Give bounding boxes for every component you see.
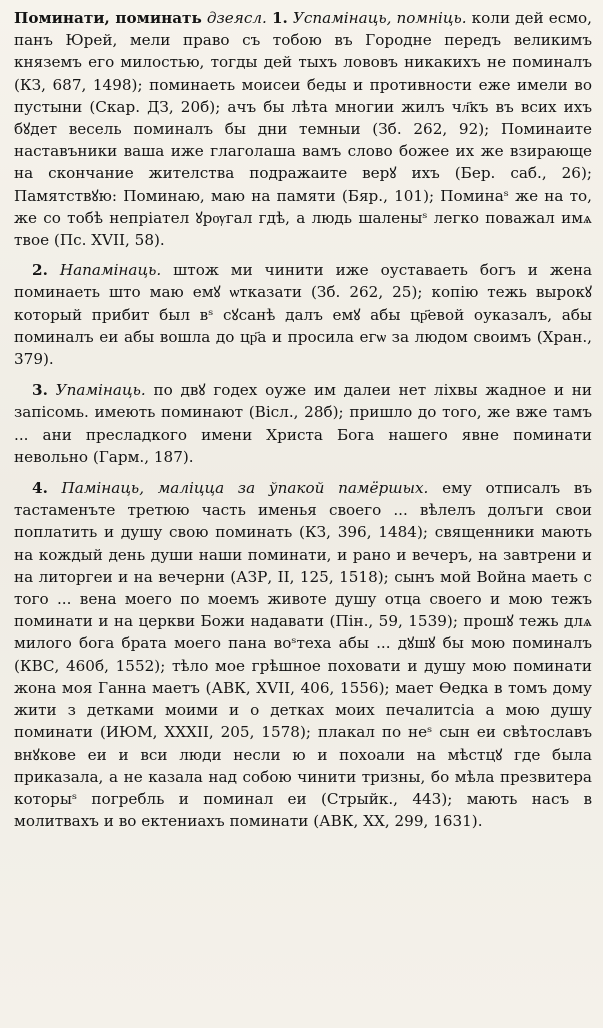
sense-4-number: 4.: [32, 479, 48, 498]
sense-4-text: ему отписалъ въ тастаменъте третюю часть именья своего ... вѣлелъ долъги свои поплатить и душу свою поминать (КЗ, 396, 1484); священники мають на кождый день души наши поминати, и рано и вечеръ, на завтрени и на литоргеи и на вечерни (АЗР, II, 125, 1518); сынъ мой Война маеть с того ... вена моего по моемъ животе душу отца своего и мою тежъ поминати и на церкви Божи надавати (Пін., 59, 1539); прошꙋ тежь длѧ милого бога брата моего пана воˢтеха абы ... дꙋшꙋ бы мою поминалъ (КВС, 460б, 1552); тѣло мое грѣшное поховати и душу мою поминати жона моя Ганна маетъ (АВК, XVII, 406, 1556); мает Ѳедка в томъ дому жити з детками моими и о детках моих печалитсіа а мою душу поминати (ИЮМ, XXXII, 205, 1578); плакал по неˢ сын еи свѣтославъ внꙋкове еи и вси люди несли ю и похоали на мѣстцꙋ где была приказала, а не казала над собою чинити тризны, бо мѣла презвитера которыˢ погребль и поминал еи (Стрыйк., 443); мають насъ в молитвахъ и во ектениахъ поминати (АВК, XX, 299, 1631).: [14, 479, 593, 831]
sense-3-text: по двꙋ годех оуже им далеи нет ліхвы жадное и ни запісомь. имеють поминают (Вісл., 28б); пришло до того, же вже тамъ ... ани пресладкого имени Христа Бога нашего явне поминати невольно (Гарм., 187).: [14, 381, 593, 466]
sense-2-text: штож ми чинити иже оуставаеть богъ и жена поминаеть што маю емꙋ ѡтказати (Зб. 262, 25); копію тежь вырокꙋ который прибит был вˢ сꙋсанѣ далъ емꙋ абы цр҃евой оуказалъ, абы поминалъ еи абы вошла до цр҃а и просила егѡ за людом своимъ (Хран., 379).: [14, 261, 593, 369]
dictionary-entry: [14, 7, 592, 841]
sense-1-paragraph: [14, 7, 592, 251]
sense-3-number: 3.: [32, 381, 48, 400]
sense-3-paragraph: [14, 379, 592, 468]
sense-2-gloss: Напамінаць.: [59, 261, 162, 280]
sense-2-number: 2.: [32, 261, 48, 280]
part-of-speech: дзеясл.: [206, 9, 267, 27]
sense-3-gloss: Упамінаць.: [55, 381, 146, 400]
sense-1-text: коли дей есмо, панъ Юрей, мели право съ тобою въ Городне передъ великимъ княземъ его милостью, тогды дей тыхъ лововъ никакихъ не поминалъ (КЗ, 687, 1498); поминаеть моисеи беды и противности еже имели во пустыни (Скар. ДЗ, 20б); ачъ бы лѣта многии жилъ чл҃къ въ всих ихъ бꙋдет весель поминалъ бы дни темныи (Зб. 262, 92); Поминаите наставъники ваша иже глаголаша вамъ слово божее их же взирающе на скончание жителства подражаите верꙋ ихъ (Бер. саб., 26); Памятствꙋю: Поминаю, маю на памяти (Бяр., 101); Поминаˢ же на то, же со тобѣ непріател ꙋрѹгал гдѣ, а людь шаленыˢ легко поважал имѧ твое (Пс. XVII, 58).: [14, 9, 593, 250]
sense-2-paragraph: [14, 259, 592, 370]
sense-1-gloss: Успамінаць, помніць.: [292, 9, 467, 27]
sense-4-paragraph: [14, 477, 592, 832]
sense-4-gloss: Памінаць, маліцца за ўпакой памёршых.: [61, 479, 429, 498]
headword: Поминати, поминать: [14, 9, 202, 27]
sense-1-number: 1.: [271, 9, 288, 27]
